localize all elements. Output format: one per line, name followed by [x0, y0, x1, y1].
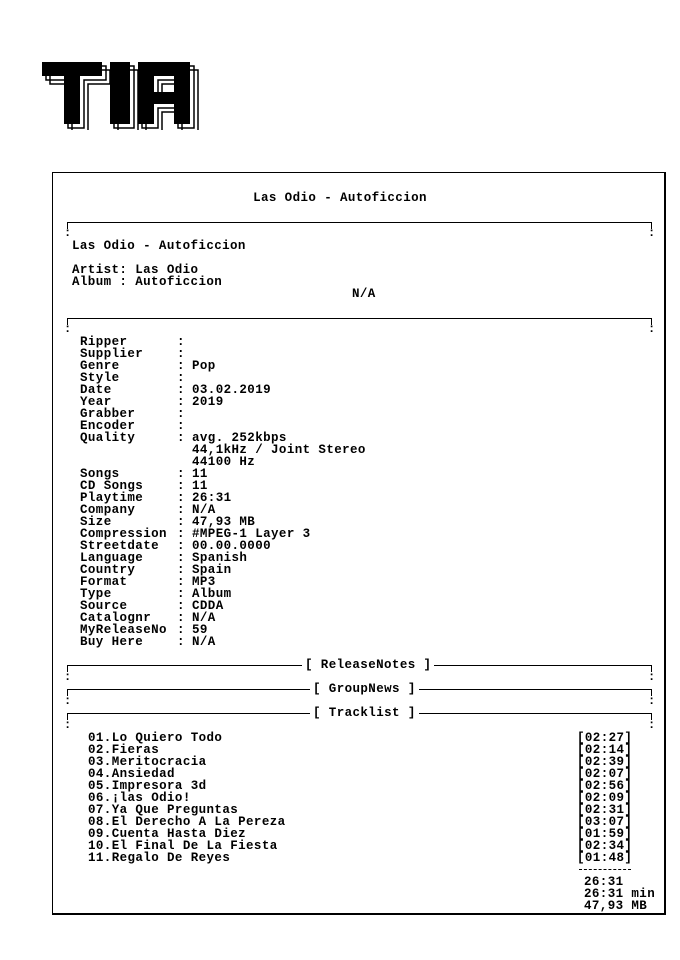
info-value: Spanish [192, 551, 248, 565]
header-na: N/A [352, 287, 376, 301]
info-value: 03.02.2019 [192, 383, 272, 397]
total-time: 26:31 [584, 875, 624, 889]
track-title: 07.Ya Que Preguntas [88, 803, 239, 817]
info-value: 11 [192, 467, 208, 481]
info-value: Album [192, 587, 232, 601]
info-key: Ripper [80, 335, 128, 349]
info-key: Compression [80, 527, 167, 541]
info-colon: : [177, 539, 185, 553]
track-title: 01.Lo Quiero Todo [88, 731, 223, 745]
info-key: Genre [80, 359, 120, 373]
info-key: CD Songs [80, 479, 144, 493]
info-key: Playtime [80, 491, 144, 505]
track-title: 05.Impresora 3d [88, 779, 207, 793]
info-colon: : [177, 347, 185, 361]
info-colon: : [177, 611, 185, 625]
info-key: MyReleaseNo [80, 623, 167, 637]
album-value: Autoficcion [135, 275, 223, 289]
info-colon: : [177, 527, 185, 541]
album-row: Album : Autoficcion [72, 275, 223, 289]
divider-dots-right: : [648, 718, 656, 732]
divider-dots-right: : [648, 226, 656, 240]
artist-row: Artist: Las Odio [72, 263, 199, 277]
info-value: 00.00.0000 [192, 539, 272, 553]
info-key: Supplier [80, 347, 144, 361]
info-colon: : [177, 419, 185, 433]
info-value: #MPEG-1 Layer 3 [192, 527, 311, 541]
info-key: Format [80, 575, 128, 589]
info-key: Language [80, 551, 144, 565]
info-value: avg. 252kbps [192, 431, 287, 445]
info-value: N/A [192, 503, 216, 517]
tia-logo [40, 58, 200, 130]
info-key: Grabber [80, 407, 136, 421]
divider-header [68, 222, 652, 223]
divider-dots-left: : [64, 226, 72, 240]
total-time-min: 26:31 min [584, 887, 656, 901]
info-colon: : [177, 395, 185, 409]
divider-dots-right: : [648, 694, 656, 708]
release-notes-heading: [ ReleaseNotes ] [302, 659, 434, 671]
info-value: 26:31 [192, 491, 232, 505]
logo-fill [42, 62, 190, 124]
track-title: 03.Meritocracia [88, 755, 207, 769]
info-value: 47,93 MB [192, 515, 256, 529]
track-duration: [02:56] [577, 779, 633, 793]
info-colon: : [177, 407, 185, 421]
total-size: 47,93 MB [584, 899, 648, 913]
info-key: Quality [80, 431, 136, 445]
info-value: N/A [192, 611, 216, 625]
artist-label: Artist [72, 263, 120, 277]
info-key: Buy Here [80, 635, 144, 649]
info-colon: : [177, 383, 185, 397]
info-colon: : [177, 587, 185, 601]
divider-dots-right: : [648, 322, 656, 336]
info-colon: : [177, 359, 185, 373]
album-line: Las Odio - Autoficcion [72, 239, 246, 253]
info-colon: : [177, 479, 185, 493]
info-key: Streetdate [80, 539, 160, 553]
info-value: MP3 [192, 575, 216, 589]
tracklist-heading: [ Tracklist ] [310, 707, 419, 719]
info-key: Songs [80, 467, 120, 481]
info-colon: : [177, 491, 185, 505]
info-value: N/A [192, 635, 216, 649]
info-key: Country [80, 563, 136, 577]
info-colon: : [177, 551, 185, 565]
track-title: 10.El Final De La Fiesta [88, 839, 278, 853]
divider-dots-left: : [64, 322, 72, 336]
info-value: Spain [192, 563, 232, 577]
info-key: Style [80, 371, 120, 385]
info-key: Date [80, 383, 112, 397]
info-colon: : [177, 371, 185, 385]
release-title: Las Odio - Autoficcion [253, 191, 427, 205]
info-colon: : [177, 635, 185, 649]
track-duration: [03:07] [577, 815, 633, 829]
info-value: 44,1kHz / Joint Stereo [192, 443, 366, 457]
total-separator [579, 869, 631, 870]
track-title: 09.Cuenta Hasta Diez [88, 827, 247, 841]
track-title: 02.Fieras [88, 743, 160, 757]
info-colon: : [177, 623, 185, 637]
info-value: Pop [192, 359, 216, 373]
track-title: 04.Ansiedad [88, 767, 175, 781]
track-title: 06.¡las Odio! [88, 791, 191, 805]
info-colon: : [177, 335, 185, 349]
info-colon: : [177, 503, 185, 517]
info-colon: : [177, 599, 185, 613]
track-duration: [02:14] [577, 743, 633, 757]
info-value: 2019 [192, 395, 224, 409]
divider-dots-right: : [648, 670, 656, 684]
track-duration: [02:39] [577, 755, 633, 769]
track-title: 11.Regalo De Reyes [88, 851, 231, 865]
info-key: Encoder [80, 419, 136, 433]
divider-info [68, 318, 652, 319]
info-value: 44100 Hz [192, 455, 256, 469]
info-key: Company [80, 503, 136, 517]
info-colon: : [177, 467, 185, 481]
info-value: 11 [192, 479, 208, 493]
info-value: 59 [192, 623, 208, 637]
artist-value: Las Odio [135, 263, 199, 277]
divider-dots-left: : [64, 670, 72, 684]
info-key: Size [80, 515, 112, 529]
info-colon: : [177, 575, 185, 589]
group-news-heading: [ GroupNews ] [310, 683, 419, 695]
info-value: CDDA [192, 599, 224, 613]
track-duration: [02:34] [577, 839, 633, 853]
info-key: Type [80, 587, 112, 601]
info-key: Catalognr [80, 611, 152, 625]
info-colon: : [177, 431, 185, 445]
album-label: Album [72, 275, 120, 289]
track-duration: [02:09] [577, 791, 633, 805]
track-duration: [02:31] [577, 803, 633, 817]
info-key: Source [80, 599, 128, 613]
info-colon: : [177, 515, 185, 529]
divider-dots-left: : [64, 694, 72, 708]
track-duration: [01:59] [577, 827, 633, 841]
info-key: Year [80, 395, 112, 409]
track-duration: [02:07] [577, 767, 633, 781]
track-duration: [02:27] [577, 731, 633, 745]
info-colon: : [177, 563, 185, 577]
track-duration: [01:48] [577, 851, 633, 865]
info-row [80, 636, 216, 648]
track-title: 08.El Derecho A La Pereza [88, 815, 286, 829]
divider-dots-left: : [64, 718, 72, 732]
